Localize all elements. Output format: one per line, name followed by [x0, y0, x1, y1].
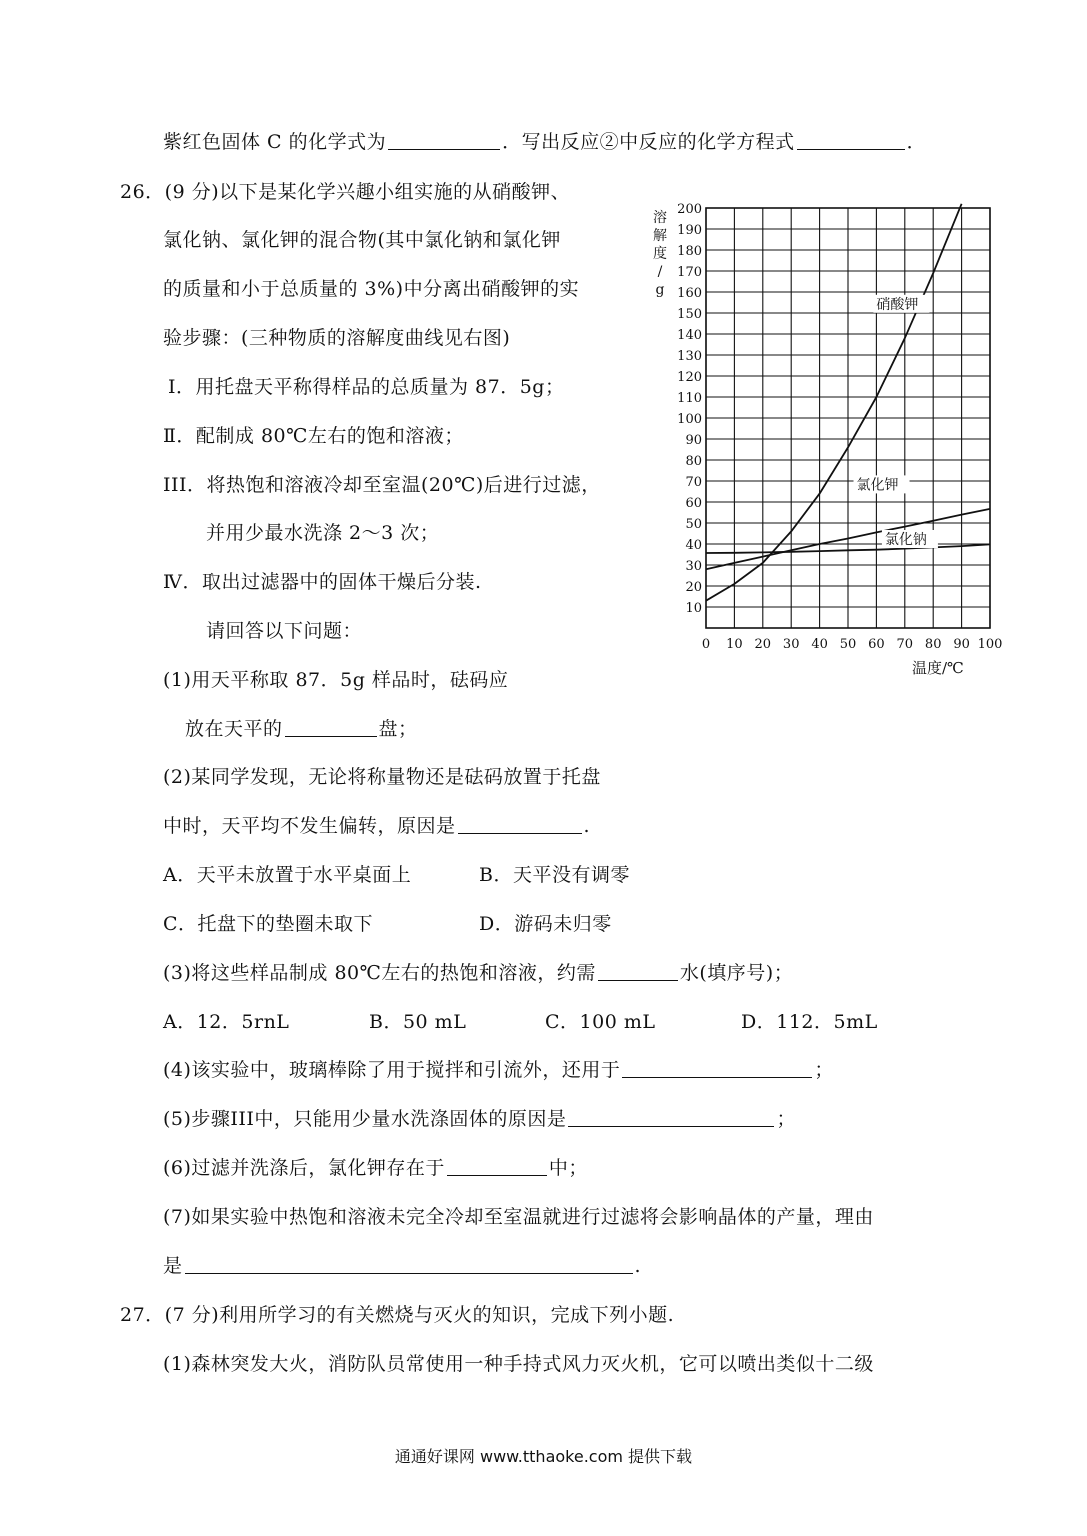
y-tick-label: 10	[685, 601, 702, 616]
y-tick-label: 120	[677, 370, 702, 385]
option-d: D．112．5mL	[741, 1011, 878, 1033]
solubility-chart	[640, 192, 1020, 682]
y-axis-label-char: 度	[653, 246, 667, 262]
y-axis-label	[653, 209, 667, 298]
y-tick-label: 170	[677, 265, 702, 280]
line-3: 的质量和小于总质量的 3%)中分离出硝酸钾的实	[163, 278, 580, 300]
y-axis-label-char: 解	[653, 228, 667, 244]
text: (3)将这些样品制成 80℃左右的热饱和溶液，约需	[163, 962, 596, 984]
y-tick-label: 90	[685, 433, 702, 448]
text: 中时，天平均不发生偏转，原因是	[163, 815, 456, 837]
q7-cont	[163, 1254, 641, 1278]
q4	[163, 1058, 834, 1082]
q5	[163, 1107, 796, 1131]
q1: (1)用天平称取 87．5g 样品时，砝码应	[163, 669, 509, 691]
y-tick-label: 150	[677, 307, 702, 322]
text: 水(填序号)；	[679, 962, 794, 984]
x-axis-label: 温度/℃	[912, 659, 964, 677]
answer-blank[interactable]	[388, 131, 500, 150]
answer-blank[interactable]	[447, 1157, 547, 1176]
y-axis-label-char: /	[657, 264, 663, 280]
answer-blank[interactable]	[285, 718, 377, 737]
q6	[163, 1156, 588, 1180]
q27-1: (1)森林突发大火，消防队员常使用一种手持式风力灭火机，它可以喷出类似十二级	[163, 1353, 874, 1375]
x-tick-label: 40	[811, 637, 828, 652]
answer-blank[interactable]	[598, 962, 678, 981]
q3	[163, 961, 793, 985]
text: 紫红色固体 C 的化学式为	[163, 131, 387, 153]
x-tick-label: 90	[953, 637, 970, 652]
footer-text: 通通好课网 www.tthaoke.com 提供下载	[394, 1447, 693, 1466]
x-tick-label: 50	[839, 637, 857, 652]
text: 放在天平的	[185, 718, 283, 740]
q1-cont	[185, 717, 418, 741]
line-0	[163, 130, 926, 154]
y-tick-label: 200	[677, 202, 702, 217]
text: ．写出反应②中反应的化学方程式	[502, 131, 795, 153]
y-tick-label: 30	[685, 559, 702, 574]
step-4: Ⅳ．取出过滤器中的固体干燥后分装.	[163, 571, 482, 593]
question-27-header: 27．(7 分)利用所学习的有关燃烧与灭火的知识，完成下列小题.	[120, 1304, 675, 1326]
y-tick-label: 60	[685, 496, 702, 511]
question-26-header: 26．(9 分)以下是某化学兴趣小组实施的从硝酸钾、	[120, 181, 571, 203]
option-c: C．100 mL	[545, 1011, 656, 1033]
y-tick-label: 70	[685, 475, 702, 490]
q3-options	[163, 1010, 878, 1034]
text: ；	[776, 1108, 796, 1130]
line-2: 氯化钠、氯化钾的混合物(其中氯化钠和氯化钾	[163, 229, 561, 251]
answer-blank[interactable]	[797, 131, 905, 150]
y-tick-label: 160	[677, 286, 702, 301]
y-tick-label: 80	[685, 454, 702, 469]
text: .	[634, 1255, 642, 1277]
y-tick-label: 190	[677, 223, 702, 238]
y-tick-label: 180	[677, 244, 702, 259]
x-tick-label: 10	[726, 637, 743, 652]
q2-options-cd	[163, 912, 612, 936]
answer-blank[interactable]	[458, 815, 582, 834]
chart-grid	[706, 208, 990, 628]
option-d: D．游码未归零	[479, 913, 612, 935]
x-tick-label: 70	[896, 637, 914, 652]
text: (6)过滤并洗涤后，氯化钾存在于	[163, 1157, 445, 1179]
x-tick-labels	[702, 637, 1003, 652]
x-tick-label: 0	[701, 637, 711, 652]
option-c: C．托盘下的垫圈未取下	[163, 913, 374, 935]
y-tick-label: 40	[685, 538, 702, 553]
series-label: 硝酸钾	[876, 296, 919, 313]
answer-blank[interactable]	[568, 1108, 774, 1127]
y-tick-label: 130	[677, 349, 702, 364]
y-tick-labels	[677, 202, 702, 616]
answer-blank[interactable]	[622, 1059, 812, 1078]
step-2: Ⅱ．配制成 80℃左右的饱和溶液；	[163, 425, 464, 447]
step-3: III．将热饱和溶液冷却至室温(20℃)后进行过滤，	[163, 474, 601, 496]
option-a: A．天平未放置于水平桌面上	[163, 864, 412, 886]
x-tick-label: 100	[977, 637, 1003, 652]
text: .	[583, 815, 591, 837]
series-label: 氯化钠	[884, 532, 927, 548]
step-1: Ⅰ．用托盘天平称得样品的总质量为 87．5g；	[168, 376, 565, 398]
q7: (7)如果实验中热饱和溶液未完全冷却至室温就进行过滤将会影响晶体的产量，理由	[163, 1206, 874, 1228]
text: ．	[906, 131, 927, 153]
line-10: 请回答以下问题：	[206, 620, 363, 642]
option-a: A．12．5rnL	[163, 1011, 290, 1033]
step-3-cont: 并用少最水洗涤 2～3 次；	[206, 522, 440, 544]
q2: (2)某同学发现，无论将称量物还是砝码放置于托盘	[163, 766, 601, 788]
text: (4)该实验中，玻璃棒除了用于搅拌和引流外，还用于	[163, 1059, 621, 1081]
q2-options-ab	[163, 863, 630, 887]
option-b: B．天平没有调零	[479, 864, 630, 886]
x-tick-label: 20	[754, 637, 772, 652]
y-tick-label: 100	[677, 412, 702, 427]
line-4: 验步骤：(三种物质的溶解度曲线见右图)	[163, 327, 511, 349]
x-tick-label: 60	[868, 637, 885, 652]
y-axis-label-char: g	[655, 282, 665, 298]
y-tick-label: 110	[677, 391, 702, 406]
x-tick-label: 80	[924, 637, 942, 652]
series-labels	[854, 295, 938, 548]
y-axis-label-char: 溶	[653, 210, 667, 226]
y-tick-label: 20	[685, 580, 702, 595]
text: 中；	[548, 1157, 588, 1179]
y-tick-label: 50	[685, 517, 702, 532]
series-label: 氯化钾	[856, 477, 899, 494]
text: ；	[814, 1059, 834, 1081]
option-b: B．50 mL	[369, 1011, 467, 1033]
text: 盘；	[378, 718, 418, 740]
text: (5)步骤III中，只能用少量水洗涤固体的原因是	[163, 1108, 567, 1130]
q2-cont	[163, 814, 590, 838]
y-tick-label: 140	[677, 328, 702, 343]
text: 是	[163, 1255, 183, 1277]
answer-blank[interactable]	[185, 1255, 633, 1274]
x-tick-label: 30	[782, 637, 800, 652]
